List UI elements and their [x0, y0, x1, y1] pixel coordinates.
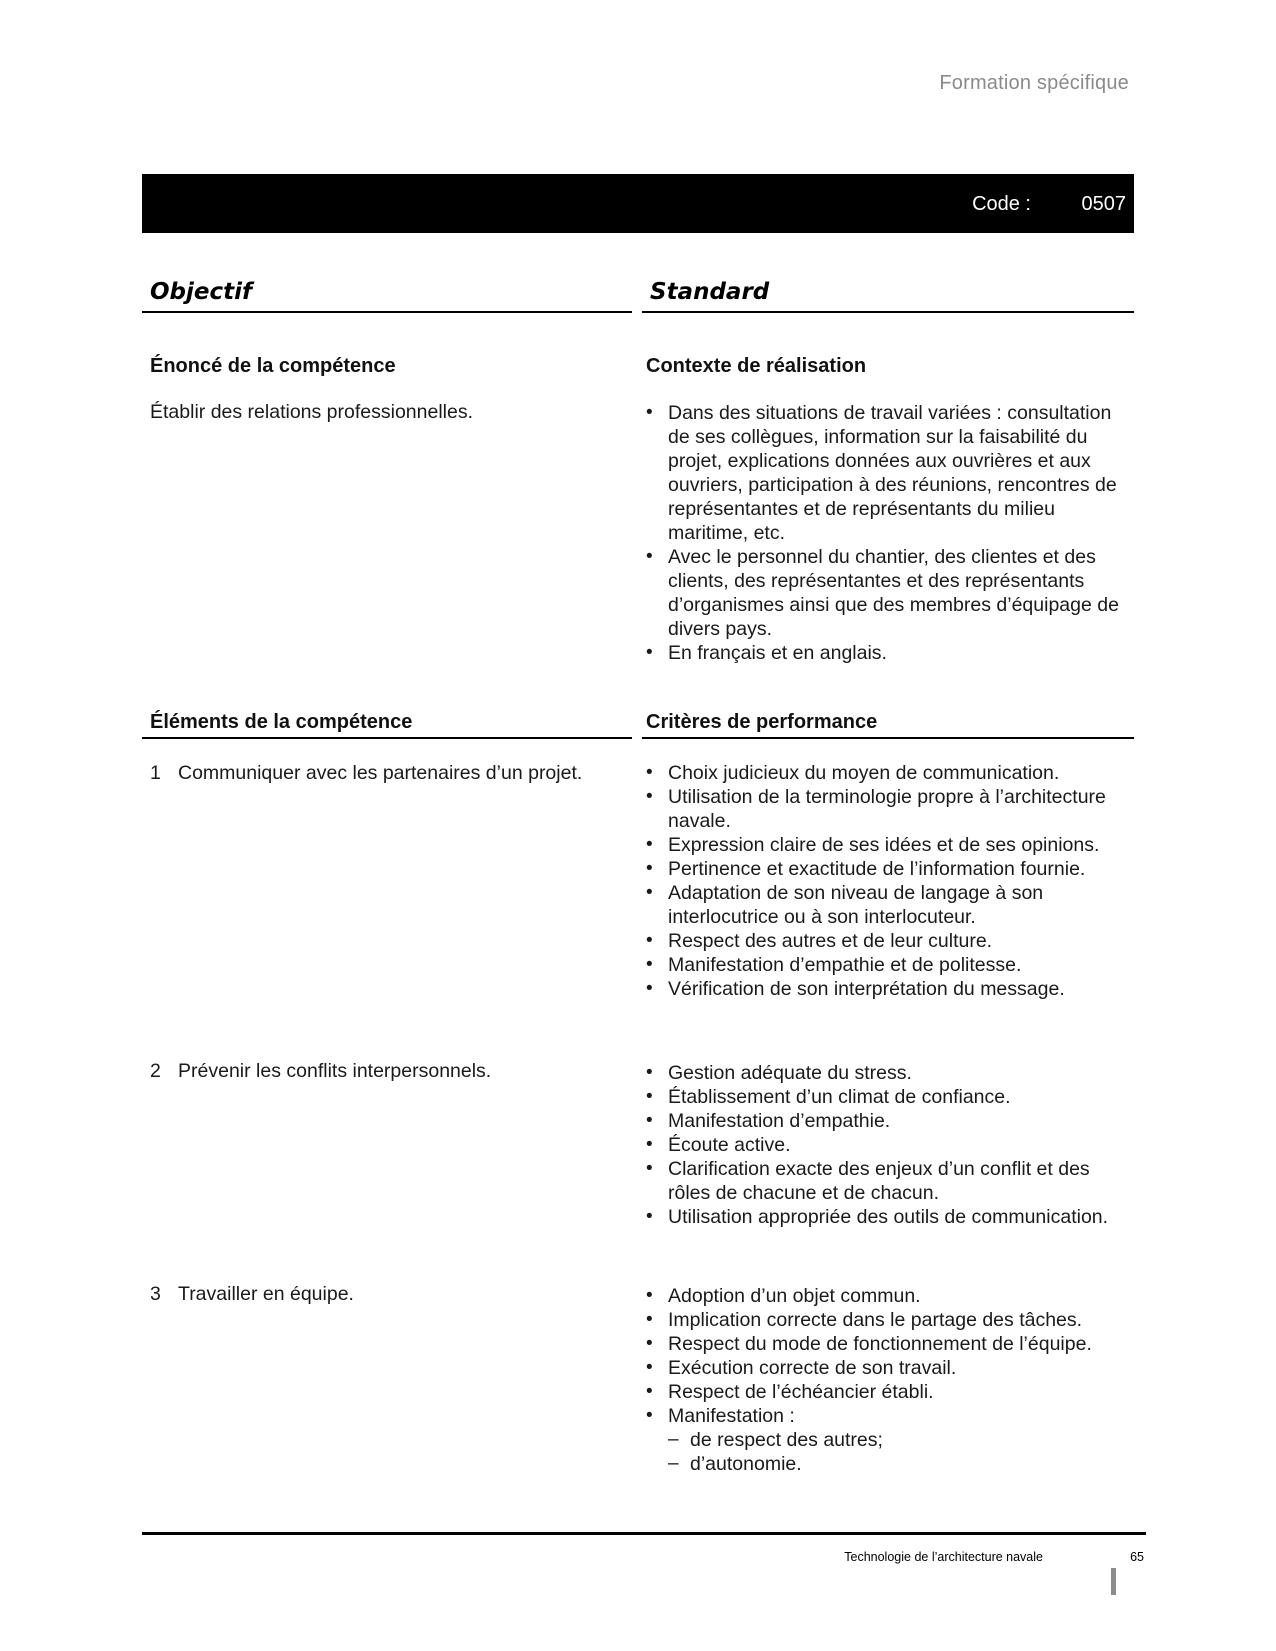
element-3 [150, 1282, 354, 1306]
list-item: • Manifestation d’empathie et de politesse. [646, 953, 1126, 977]
criteria-list-1 [646, 761, 1126, 1001]
code-value: 0507 [1081, 193, 1126, 215]
criteria-list-3 [646, 1284, 1126, 1476]
list-item: • Respect du mode de fonctionnement de l’équipe. [646, 1332, 1126, 1356]
list-item [646, 1404, 1126, 1476]
element-number: 2 [150, 1060, 161, 1082]
margin-mark [1111, 1568, 1116, 1595]
sub-list-item: – de respect des autres; [668, 1428, 1126, 1452]
enonce-heading: Énoncé de la compétence [150, 355, 396, 377]
list-item: • Avec le personnel du chantier, des clientes et des clients, des représentantes et des représentants d’organismes ainsi que des membres d’équipage de divers pays. [646, 545, 1126, 641]
footer-page-number: 65 [1130, 1550, 1144, 1564]
list-item: • Utilisation de la terminologie propre à l’architecture navale. [646, 785, 1126, 833]
list-item: • Expression claire de ses idées et de ses opinions. [646, 833, 1126, 857]
standard-rule [642, 311, 1134, 313]
elements-rule [142, 737, 632, 739]
list-item: • Exécution correcte de son travail. [646, 1356, 1126, 1380]
list-item: • Écoute active. [646, 1133, 1126, 1157]
element-text: Travailler en équipe. [178, 1283, 354, 1305]
criteres-rule [642, 737, 1134, 739]
list-item: • Implication correcte dans le partage des tâches. [646, 1308, 1126, 1332]
list-item: • Utilisation appropriée des outils de communication. [646, 1205, 1126, 1229]
objectif-title: Objectif [150, 279, 253, 305]
element-number: 3 [150, 1283, 161, 1305]
criteria-text: Manifestation : [668, 1405, 795, 1427]
list-item: • Respect de l’échéancier établi. [646, 1380, 1126, 1404]
list-item: • Choix judicieux du moyen de communication. [646, 761, 1126, 785]
criteres-heading: Critères de performance [646, 711, 878, 733]
enonce-text: Établir des relations professionnelles. [150, 401, 474, 423]
element-number: 1 [150, 762, 161, 784]
list-item: • Pertinence et exactitude de l’information fournie. [646, 857, 1126, 881]
sub-list-item: – d’autonomie. [668, 1452, 1126, 1476]
list-item: • Clarification exacte des enjeux d’un conflit et des rôles de chacune et de chacun. [646, 1157, 1126, 1205]
element-text: Communiquer avec les partenaires d’un projet. [178, 762, 583, 784]
contexte-list [646, 401, 1126, 665]
list-item: • Adaptation de son niveau de langage à son interlocutrice ou à son interlocuteur. [646, 881, 1126, 929]
list-item: • Vérification de son interprétation du message. [646, 977, 1126, 1001]
code-bar [142, 174, 1134, 233]
standard-title: Standard [650, 279, 770, 305]
list-item: • Établissement d’un climat de confiance. [646, 1085, 1126, 1109]
list-item: • Dans des situations de travail variées : consultation de ses collègues, information sur la faisabilité du projet, explications données aux ouvrières et aux ouvriers, participation à des réunions, rencontres de représentantes et de représentants du milieu maritime, etc. [646, 401, 1126, 545]
footer-document-title: Technologie de l’architecture navale [844, 1550, 1043, 1564]
elements-heading: Éléments de la compétence [150, 711, 413, 733]
list-item: • En français et en anglais. [646, 641, 1126, 665]
objectif-rule [142, 311, 632, 313]
contexte-heading: Contexte de réalisation [646, 355, 867, 377]
sub-criteria-list [668, 1428, 1126, 1476]
element-text: Prévenir les conflits interpersonnels. [178, 1060, 492, 1082]
list-item: • Adoption d’un objet commun. [646, 1284, 1126, 1308]
element-2 [150, 1059, 491, 1083]
section-label: Formation spécifique [939, 72, 1129, 94]
element-1 [150, 761, 582, 785]
list-item: • Gestion adéquate du stress. [646, 1061, 1126, 1085]
list-item: • Manifestation d’empathie. [646, 1109, 1126, 1133]
criteria-list-2 [646, 1061, 1126, 1229]
code-label: Code : [972, 193, 1031, 215]
footer-rule [142, 1532, 1146, 1535]
list-item: • Respect des autres et de leur culture. [646, 929, 1126, 953]
